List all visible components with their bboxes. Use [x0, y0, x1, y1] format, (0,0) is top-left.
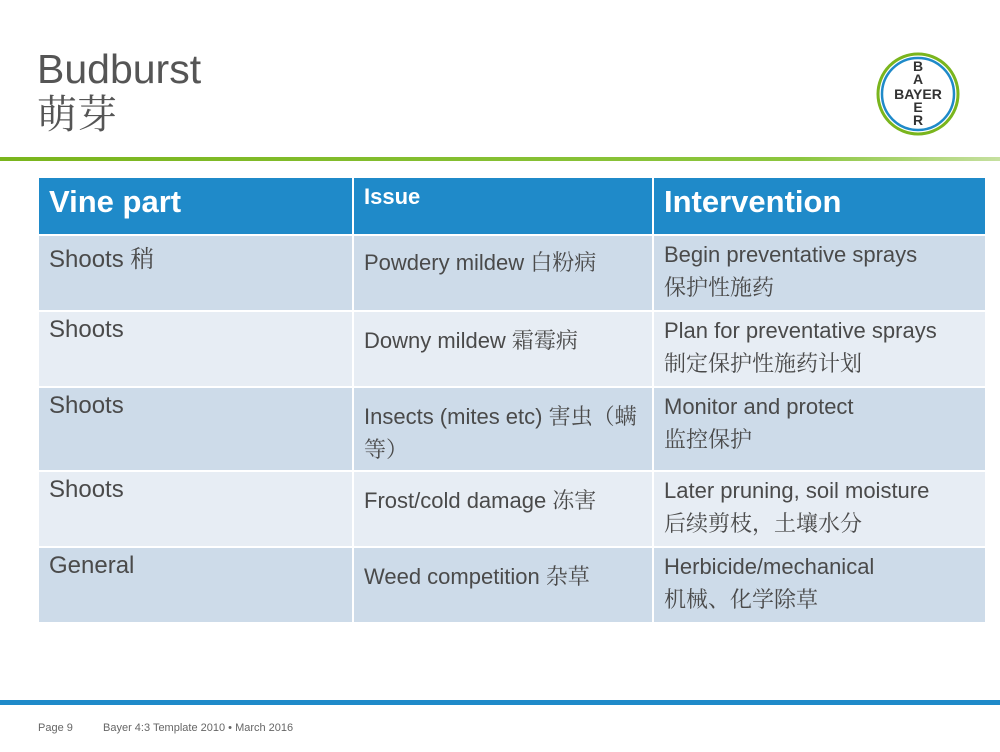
cell-issue: [353, 387, 653, 471]
slide-title-chinese: 萌芽: [37, 93, 117, 137]
table-row: [38, 311, 986, 387]
table-row: [38, 471, 986, 547]
page-number: Page 9: [38, 722, 73, 734]
cell-text: Frost/cold damage 冻害: [364, 488, 597, 513]
cell-vine-part: [38, 235, 353, 311]
slide-title-english: Budburst: [37, 46, 202, 92]
intervention-english: Later pruning, soil moisture: [664, 478, 930, 503]
footer-divider: [0, 700, 1000, 705]
cell-vine-part: [38, 547, 353, 623]
logo-horizontal-text: BAYER: [894, 86, 942, 102]
header-issue: Issue: [353, 177, 653, 235]
cell-text: Downy mildew 霜霉病: [364, 328, 578, 353]
cell-text: Weed competition 杂草: [364, 564, 590, 589]
logo-letter: B: [912, 58, 924, 74]
cell-vine-part: [38, 311, 353, 387]
cell-text: Insects (mites etc) 害虫（螨等）: [364, 404, 637, 462]
bayer-logo: [876, 52, 960, 136]
cell-issue: [353, 311, 653, 387]
template-info: Bayer 4:3 Template 2010 • March 2016: [103, 722, 294, 734]
header-intervention: Intervention: [653, 177, 986, 235]
cell-text: Powdery mildew 白粉病: [364, 250, 597, 275]
cell-issue: [353, 235, 653, 311]
cell-vine-part: [38, 387, 353, 471]
cell-text: Shoots: [49, 476, 124, 503]
cell-issue: [353, 471, 653, 547]
logo-letter: R: [912, 112, 924, 128]
table-header-row: [38, 177, 986, 235]
cell-issue: [353, 547, 653, 623]
table-row: [38, 235, 986, 311]
intervention-english: Herbicide/mechanical: [664, 554, 875, 579]
logo-letter: A: [912, 71, 924, 87]
table-row: [38, 387, 986, 471]
intervention-chinese: 保护性施药: [664, 275, 775, 300]
title-divider: [0, 157, 1000, 161]
cell-text: Shoots 稍: [49, 246, 155, 273]
cell-intervention: [653, 311, 986, 387]
intervention-chinese: 制定保护性施药计划: [664, 351, 863, 376]
cell-text: General: [49, 552, 135, 579]
logo-letter: E: [913, 99, 923, 115]
cell-intervention: [653, 547, 986, 623]
slide-title: [37, 46, 201, 138]
budburst-table: [37, 176, 987, 624]
intervention-chinese: 监控保护: [664, 427, 753, 452]
cell-text: Shoots: [49, 316, 124, 343]
cell-vine-part: [38, 471, 353, 547]
header-vine-part: Vine part: [38, 177, 353, 235]
intervention-chinese: 机械、化学除草: [664, 587, 819, 612]
intervention-chinese: 后续剪枝，土壤水分: [664, 511, 863, 536]
cell-intervention: [653, 387, 986, 471]
cell-text: Shoots: [49, 392, 124, 419]
cell-intervention: [653, 235, 986, 311]
intervention-english: Monitor and protect: [664, 394, 854, 419]
intervention-english: Plan for preventative sprays: [664, 318, 937, 343]
cell-intervention: [653, 471, 986, 547]
intervention-english: Begin preventative sprays: [664, 242, 918, 267]
table-row: [38, 547, 986, 623]
